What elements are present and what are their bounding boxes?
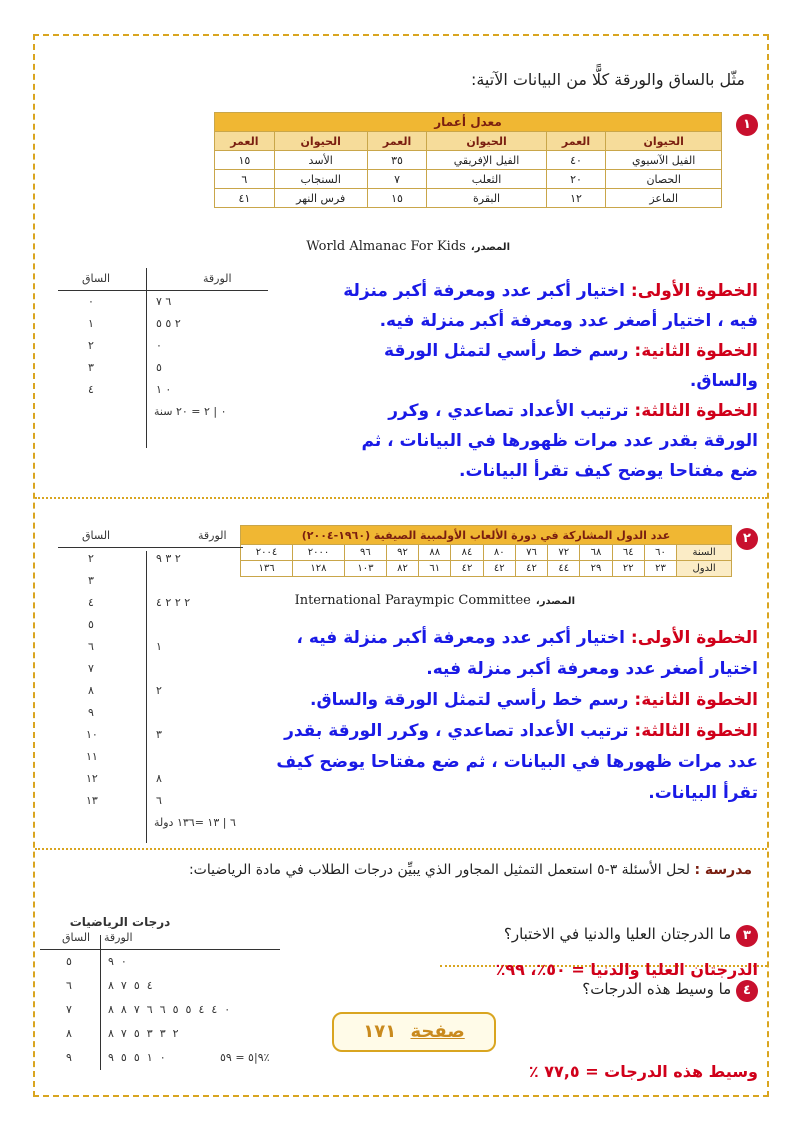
table-title: معدل أعمار bbox=[215, 113, 722, 132]
section-divider bbox=[35, 497, 767, 499]
olympics-table bbox=[240, 525, 732, 577]
step-1: الخطوة الأولى: اختيار أكبر عدد ومعرفة أكبر منزلة فيه ، اختيار أصغر عدد ومعرفة أكبر منزلة فيه. bbox=[343, 281, 758, 331]
step-2: الخطوة الثانية: رسم خط رأسي لتمثل الورقة والساق. bbox=[384, 341, 758, 391]
exercise-number-2: ٢ bbox=[736, 527, 758, 550]
table-title: عدد الدول المشاركة في دورة الألعاب الأولمبية الصيفية (١٩٦٠-٢٠٠٤) bbox=[241, 526, 732, 545]
steps-block-1 bbox=[338, 276, 758, 486]
stem-leaf-plot-1: الساق الورقة ٠ ٦ ٧ ١ ٢ ٥ ٥ ٢ ٠ ٣ ٥ ٤ ٠ ١ ٠ | ٢ = ٢٠ سنة bbox=[58, 268, 268, 423]
step-2: الخطوة الثانية: رسم خط رأسي لتمثل الورقة والساق. bbox=[310, 690, 758, 710]
table-row: السنة ٦٠ ٦٤ ٦٨ ٧٢ ٧٦ ٨٠ ٨٤ ٨٨ ٩٢ ٩٦ ٢٠٠٠ ٢٠٠٤ bbox=[241, 545, 732, 561]
answer-4: وسيط هذه الدرجات = ٧٧,٥ ٪ bbox=[528, 1062, 758, 1081]
table-source: المصدر، World Almanac For Kids bbox=[306, 239, 510, 254]
step-1: الخطوة الأولى: اختيار أكبر عدد ومعرفة أكبر منزلة فيه ، اختيار أصغر عدد ومعرفة أكبر منزلة فيه. bbox=[296, 628, 758, 679]
table-row: الماعز ١٢ البقرة ١٥ فرس النهر ٤١ bbox=[215, 189, 722, 208]
step-3: الخطوة الثالثة: ترتيب الأعداد تصاعدي ، وكرر الورقة بقدر عدد مرات ظهورها في البيانات ، ثم ضع مفتاحا يوضح كيف تقرأ البيانات. bbox=[361, 401, 758, 481]
plot-title: درجات الرياضيات bbox=[69, 915, 171, 929]
answer-3: الدرجتان العليا والدنيا = ٥٠٪، ٩٩٪ bbox=[495, 960, 758, 979]
page-number-badge: صفحة ١٧١ bbox=[332, 1012, 496, 1052]
table-header-row: الحيوان العمر الحيوان العمر الحيوان العمر bbox=[215, 132, 722, 151]
instruction-text: مثّل بالساق والورقة كلًّا من البيانات الآتية: bbox=[470, 70, 745, 89]
math-scores-plot: درجات الرياضيات الساق الورقة ٥ ٠ ٩ ٦ ٤ ٥ ٧ ٨ ٧ ٠ ٤ ٤ ٥ ٥ ٦ ٦ ٧ ٨ ٨ ٨ ٢ ٣ ٣ ٥ ٧ ٨ ٩ ٠ ١ ٥ ٥ ٩ ٩|٥ = ٥٩٪ bbox=[40, 915, 300, 1070]
school-intro: مدرسة : لحل الأسئلة ٣-٥ استعمل التمثيل المجاور الذي يبيِّن درجات الطلاب في مادة الرياضيات: bbox=[188, 862, 752, 878]
table-row: الدول ٢٣ ٢٢ ٢٩ ٤٤ ٤٢ ٤٢ ٤٢ ٦١ ٨٢ ١٠٣ ١٢٨ ١٣٦ bbox=[241, 561, 732, 577]
steps-block-2 bbox=[268, 623, 758, 809]
ages-table bbox=[214, 112, 722, 208]
table-row: الحصان ٢٠ الثعلب ٧ السنجاب ٦ bbox=[215, 170, 722, 189]
section-divider bbox=[35, 848, 767, 850]
exercise-number-1: ١ bbox=[736, 113, 758, 136]
question-4: ٤ ما وسيط هذه الدرجات؟ bbox=[582, 980, 758, 1002]
table-row: الفيل الآسيوي ٤٠ الفيل الإفريقي ٣٥ الأسد ١٥ bbox=[215, 151, 722, 170]
step-3: الخطوة الثالثة: ترتيب الأعداد تصاعدي ، وكرر الورقة بقدر عدد مرات ظهورها في البيانات ، ثم ضع مفتاحا يوضح كيف تقرأ البيانات. bbox=[276, 721, 758, 803]
table-source: المصدر، International Paraympic Committee bbox=[294, 593, 575, 608]
question-3: ٣ ما الدرجتان العليا والدنيا في الاختبار؟ bbox=[504, 925, 758, 947]
stem-leaf-plot-2: الساق الورقة ٢ ٢ ٣ ٩ ٣ ٤ ٢ ٢ ٢ ٤ ٥ ٦ ١ ٧ ٨ ٢ ٩ ١٠ ٣ ١١ ١٢ ٨ ١٣ ٦ ٦ | ١٣ =١٣٦ دولة bbox=[58, 525, 243, 834]
